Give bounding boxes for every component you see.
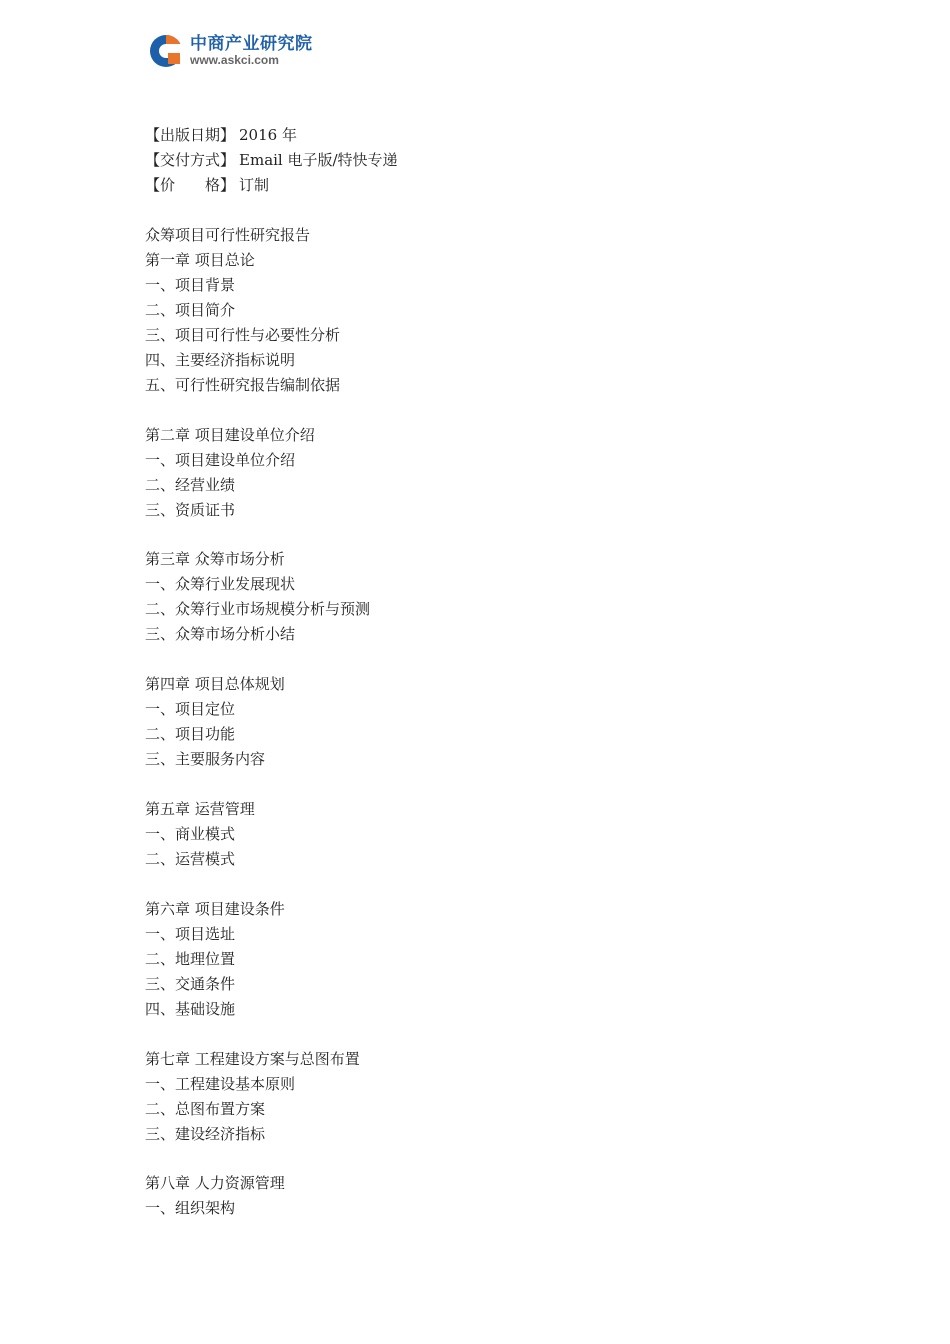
publication-info-label: 【交付方式】 (145, 151, 236, 169)
publication-info (145, 123, 845, 198)
chapter-item: 三、建设经济指标 (145, 1124, 266, 1143)
chapter-item: 二、地理位置 (145, 949, 236, 968)
spacer (145, 1022, 845, 1047)
logo-text (190, 35, 313, 67)
chapter-title: 第七章 工程建设方案与总图布置 (145, 1049, 360, 1068)
chapter-section (145, 1047, 845, 1147)
logo-mark-icon (148, 33, 184, 69)
logo-website-url: www.askci.com (190, 53, 279, 67)
spacer (145, 872, 845, 897)
spacer (145, 772, 845, 797)
chapter-item: 三、资质证书 (145, 500, 236, 519)
chapter-section (145, 1171, 845, 1221)
chapter-section (145, 797, 845, 872)
chapter-item: 一、项目建设单位介绍 (145, 450, 296, 469)
chapter-item: 四、主要经济指标说明 (145, 350, 296, 369)
chapter-title: 第二章 项目建设单位介绍 (145, 425, 315, 444)
chapter-item: 二、经营业绩 (145, 475, 236, 494)
chapter-title: 第四章 项目总体规划 (145, 675, 285, 694)
chapter-item: 一、项目背景 (145, 275, 236, 294)
publication-info-row (145, 173, 845, 198)
chapter-item: 三、众筹市场分析小结 (145, 625, 296, 644)
logo-company-name: 中商产业研究院 (190, 34, 313, 54)
chapter-item: 一、工程建设基本原则 (145, 1074, 296, 1093)
publication-info-label: 【价 格】 (145, 176, 236, 194)
chapter-item: 一、项目选址 (145, 924, 236, 943)
publication-info-value: 订制 (239, 176, 270, 194)
chapter-item: 二、项目简介 (145, 300, 236, 319)
chapter-item: 三、主要服务内容 (145, 750, 266, 769)
chapter-section (145, 248, 845, 398)
chapter-item: 二、项目功能 (145, 725, 236, 744)
chapter-item: 二、众筹行业市场规模分析与预测 (145, 600, 371, 619)
report-title: 众筹项目可行性研究报告 (145, 225, 311, 244)
chapter-title: 第六章 项目建设条件 (145, 899, 285, 918)
company-logo (148, 33, 313, 69)
spacer (145, 523, 845, 548)
chapter-item: 二、运营模式 (145, 849, 236, 868)
chapter-section (145, 423, 845, 523)
chapter-item: 五、可行性研究报告编制依据 (145, 375, 341, 394)
chapter-title: 第五章 运营管理 (145, 799, 255, 818)
chapter-item: 一、商业模式 (145, 824, 236, 843)
publication-info-label: 【出版日期】 (145, 126, 236, 144)
chapter-section (145, 547, 845, 647)
chapter-section (145, 672, 845, 772)
chapter-item: 二、总图布置方案 (145, 1099, 266, 1118)
chapter-title: 第一章 项目总论 (145, 250, 255, 269)
spacer (145, 198, 845, 223)
chapter-item: 一、众筹行业发展现状 (145, 575, 296, 594)
chapter-item: 三、交通条件 (145, 974, 236, 993)
table-of-contents (145, 248, 845, 1222)
chapter-section (145, 897, 845, 1022)
publication-info-value: Email 电子版/特快专递 (239, 151, 398, 169)
spacer (145, 1147, 845, 1172)
chapter-item: 一、项目定位 (145, 700, 236, 719)
document-body (145, 123, 845, 1221)
chapter-title: 第八章 人力资源管理 (145, 1174, 285, 1193)
publication-info-row (145, 123, 845, 148)
chapter-item: 四、基础设施 (145, 999, 236, 1018)
chapter-item: 一、组织架构 (145, 1199, 236, 1218)
spacer (145, 398, 845, 423)
publication-info-value: 2016 年 (239, 126, 297, 144)
publication-info-row (145, 148, 845, 173)
spacer (145, 647, 845, 672)
chapter-item: 三、项目可行性与必要性分析 (145, 325, 341, 344)
chapter-title: 第三章 众筹市场分析 (145, 550, 285, 569)
